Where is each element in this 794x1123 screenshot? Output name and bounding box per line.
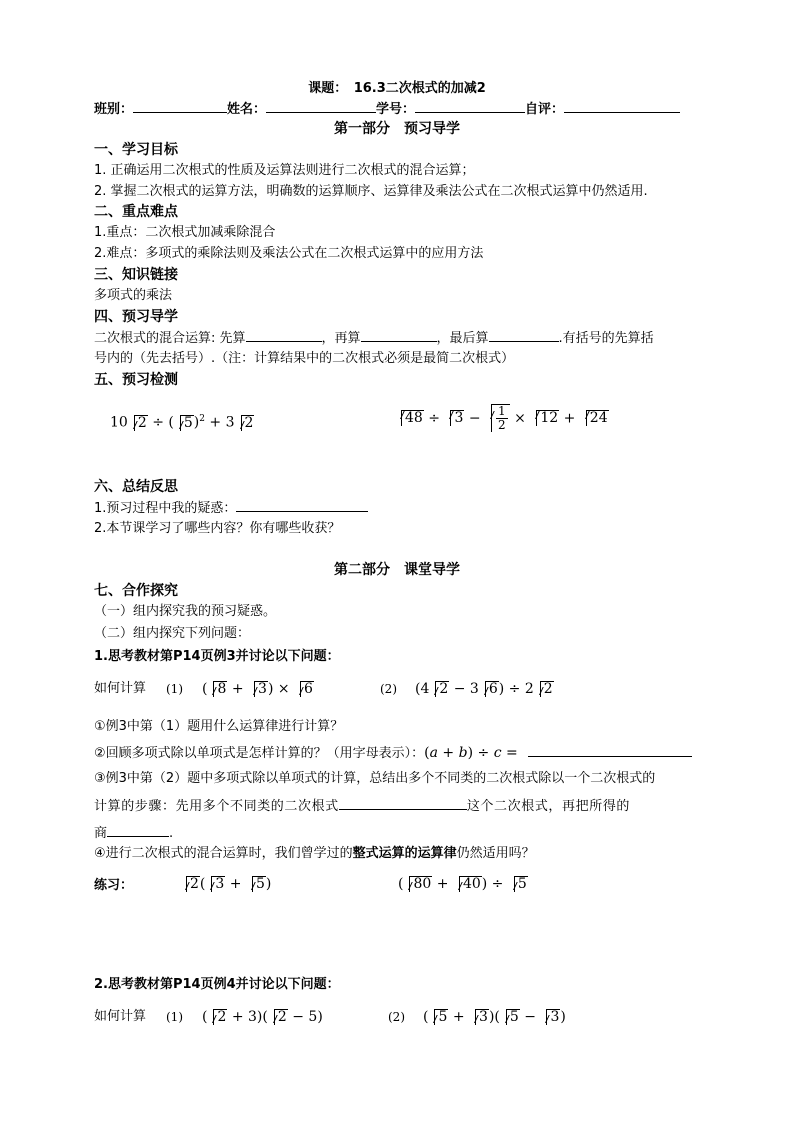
second-calc-blank[interactable] [361, 329, 437, 342]
consider-4: ④进行二次根式的混合运算时，我们曾学过的整式运算的运算律仍然适用吗？ [94, 846, 535, 861]
explore-sub1: （一）组内探究我的预习疑惑。 [94, 604, 277, 619]
consider-3-line2: 计算的步骤：先用多个不同类的二次根式 这个二次根式，再把所得的 [94, 799, 631, 814]
preview-line-2: 号内的（先去括号）.（注：计算结果中的二次根式必须是最简二次根式） [94, 351, 515, 366]
explore-sub2: （二）组内探究下列问题： [94, 626, 251, 641]
section2-heading: 二、重点难点 [94, 204, 178, 220]
q2-part2-label: (2) [388, 1010, 405, 1024]
section3-heading: 三、知识链接 [94, 267, 178, 283]
class-label: 班别： [94, 102, 134, 117]
number-blank[interactable] [415, 100, 525, 113]
key-point: 1.重点：二次根式加减乘除混合 [94, 225, 276, 240]
division-rule-blank[interactable] [528, 744, 692, 757]
consider-3-line3: 商 . [94, 826, 174, 841]
example3-part1-formula: ( 8 + 3) × 6 [202, 681, 313, 697]
check-formula-1: 10 2 ÷ ( 5)$^2$ + 3 2 [110, 414, 254, 431]
example4-part1-formula: ( 2 + 3)( 2 − 5) [202, 1009, 323, 1025]
check-formula-2: 48 ÷ 3 − $\frac{1}{2}$ × 12 + 24 [395, 404, 609, 433]
page-title: 课题： 16.3二次根式的加减2 [308, 81, 486, 96]
example4-part2-formula: ( 5 + 3)( 5 − 3) [423, 1009, 566, 1025]
q2-part1-label: (1) [166, 1010, 183, 1024]
last-calc-blank[interactable] [489, 329, 559, 342]
name-label: 姓名： [227, 102, 267, 117]
consider-1: ①例3中第（1）题用什么运算律进行计算？ [94, 719, 344, 734]
section6-heading: 六、总结反思 [94, 479, 178, 495]
consider-2: ②回顾多项式除以单项式是怎样计算的？（用字母表示）：(a + b) ÷ c = [94, 744, 692, 763]
part2-title: 第二部分 课堂导学 [334, 562, 460, 578]
objective-1: 1. 正确运用二次根式的性质及运算法则进行二次根式的混合运算； [94, 163, 475, 178]
reflection-1: 1.预习过程中我的疑惑： [94, 499, 368, 518]
difficult-point: 2.难点：多项式的乘除法则及乘法公式在二次根式运算中的应用方法 [94, 246, 484, 261]
steps-blank[interactable] [339, 797, 467, 810]
knowledge-link: 多项式的乘法 [94, 288, 173, 303]
question2-title: 2.思考教材第P14页例4并讨论以下问题： [94, 977, 340, 992]
section1-heading: 一、学习目标 [94, 142, 178, 158]
reflection-2: 2.本节课学习了哪些内容？你有哪些收获？ [94, 521, 341, 536]
consider-3: ③例3中第（2）题中多项式除以单项式的计算，总结出多个不同类的二次根式除以一个二次根式的 [94, 771, 656, 786]
part1-title: 第一部分 预习导学 [334, 121, 460, 137]
quotient-blank[interactable] [107, 824, 169, 837]
doubt-blank[interactable] [236, 499, 368, 512]
class-blank[interactable] [133, 100, 227, 113]
how-calc-1: 如何计算 [94, 681, 147, 696]
section7-heading: 七、合作探究 [94, 583, 178, 599]
how-calc-2: 如何计算 [94, 1009, 147, 1024]
number-label: 学号： [376, 102, 416, 117]
practice-formula-1: 2( 3 + 5) [180, 875, 271, 893]
practice-label: 练习： [94, 878, 134, 893]
self-eval-blank[interactable] [564, 100, 680, 113]
preview-line-1: 二次根式的混合运算: 先算 ，再算 ，最后算 .有括号的先算括 [94, 331, 654, 346]
name-blank[interactable] [266, 100, 376, 113]
first-calc-blank[interactable] [246, 329, 322, 342]
practice-formula-2: ( 80 + 40) ÷ 5 [398, 876, 527, 892]
example3-part2-formula: (4 2 − 3 6) ÷ 2 2 [415, 681, 553, 697]
section5-heading: 五、预习检测 [94, 372, 178, 388]
part1-label: (1) [166, 682, 183, 696]
question1-title: 1.思考教材第P14页例3并讨论以下问题： [94, 649, 340, 664]
part2-label: (2) [380, 682, 397, 696]
info-line [94, 100, 680, 119]
section4-heading: 四、预习导学 [94, 309, 178, 325]
objective-2: 2. 掌握二次根式的运算方法，明确数的运算顺序、运算律及乘法公式在二次根式运算中仍然适用. [94, 184, 648, 199]
self-eval-label: 自评： [525, 102, 565, 117]
